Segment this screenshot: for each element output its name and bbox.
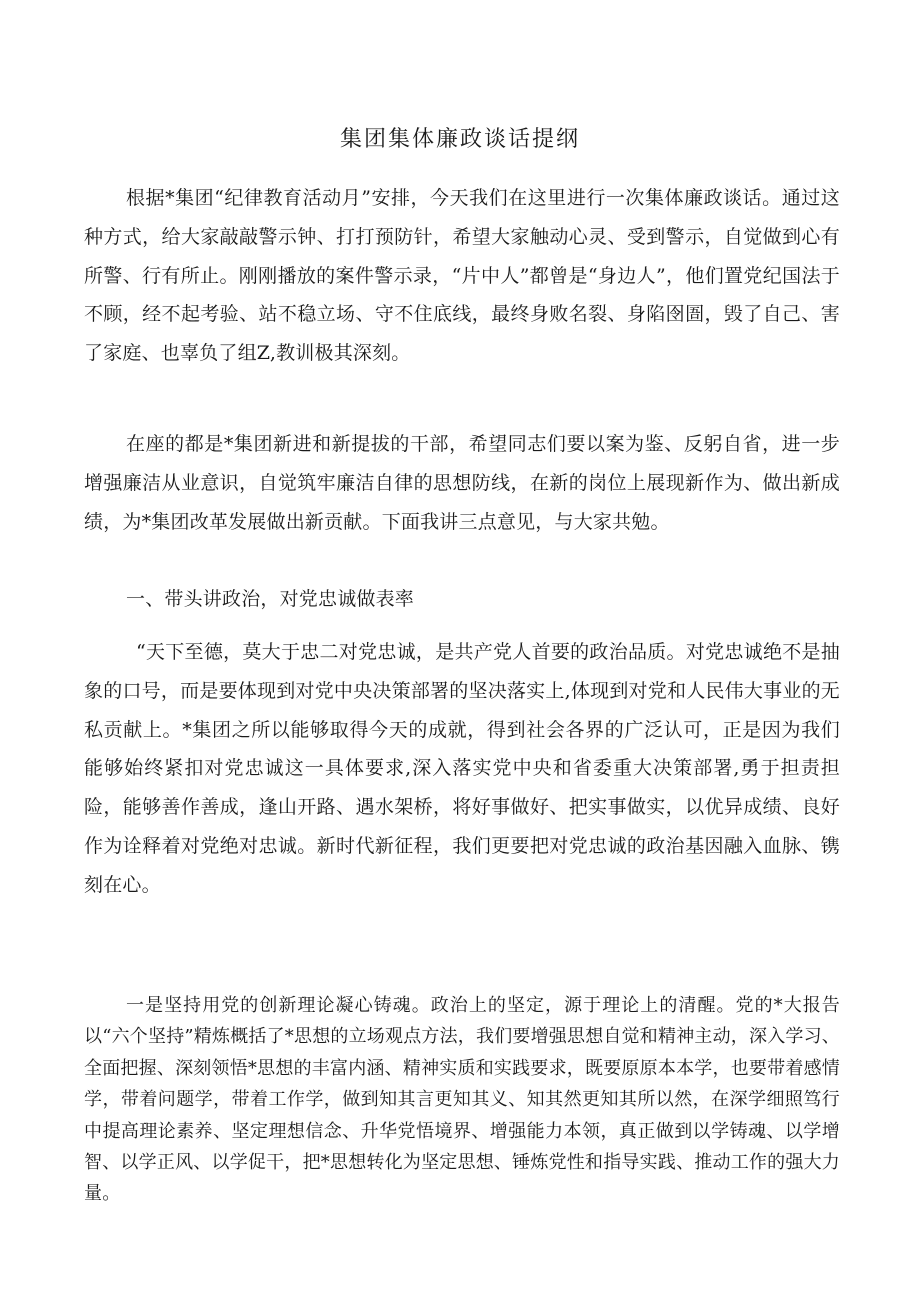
document-title: 集团集体廉政谈话提纲 — [339, 127, 580, 152]
section-paragraph-2: 一是坚持用党的创新理论凝心铸魂。政治上的坚定，源于理论上的清醒。党的*大报告以“六个坚持”精炼概括了*思想的立场观点方法，我们要增强思想自觉和精神主动，深入学习、全面把握、深刻领悟*思想的丰富内涵、精神实质和实践要求，既要原原本本学，也要带着感情学，带着问题学，带着工作学，做到知其言更知其义、知其然更知其所以然，在深学细照笃行中提高理论素养、坚定理想信念、升华党悟境界、增强能力本领，真正做到以学铸魂、以学增智、以学正风、以学促干，把*思想转化为坚定思想、锤炼党性和指导实践、推动工作的强大力量。 — [84, 995, 840, 1205]
intro-paragraph-1: 根据*集团“纪律教育活动月”安排，今天我们在这里进行一次集体廉政谈话。通过这种方式，给大家敲敲警示钟、打打预防针，希望大家触动心灵、受到警示，自觉做到心有所警、行有所止。刚刚播放的案件警示录，“片中人”都曾是“身边人”，他们置党纪国法于不顾，经不起考验、站不稳立场、守不住底线，最终身败名裂、身陷囹圄，毁了自己、害了家庭、也辜负了组Z,教训极其深刻。 — [84, 187, 840, 365]
intro-paragraph-2: 在座的都是*集团新进和新提拔的干部，希望同志们要以案为鉴、反躬自省，进一步增强廉洁从业意识，自觉筑牢廉洁自律的思想防线，在新的岗位上展现新作为、做出新成绩，为*集团改革发展做出新贡献。下面我讲三点意见，与大家共勉。 — [84, 433, 840, 533]
section-heading-1: 一、带头讲政治，对党忠诚做表率 — [126, 588, 415, 610]
section-paragraph-1: “天下至德，莫大于忠二对党忠诚，是共产党人首要的政治品质。对党忠诚绝不是抽象的口号，而是要体现到对党中央决策部署的坚决落实上,体现到对党和人民伟大事业的无私贡献上。*集团之所以能够取得今天的成就，得到社会各界的广泛认可，正是因为我们能够始终紧扣对党忠诚这一具体要求,深入落实党中央和省委重大决策部署,勇于担责担险，能够善作善成，逢山开路、遇水架桥，将好事做好、把实事做实，以优异成绩、良好作为诠释着对党绝对忠诚。新时代新征程，我们更要把对党忠诚的政治基因融入血脉、镌刻在心。 — [84, 641, 840, 896]
